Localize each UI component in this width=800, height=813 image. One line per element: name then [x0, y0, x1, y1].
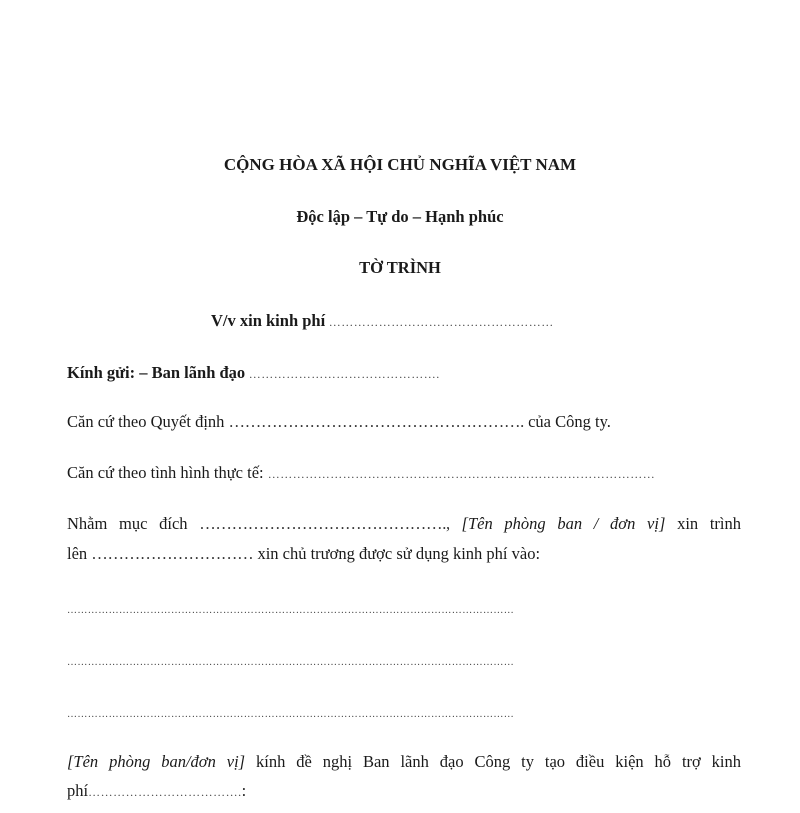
purpose-line2-suffix: xin chủ trương được sử dụng kinh phí vào: [253, 544, 541, 563]
blank-line-3[interactable]: ………………………………………………………………………………………………………………… [67, 709, 515, 720]
basis-decision-line [67, 412, 611, 432]
recipient-blank[interactable]: ………………………………………. [245, 367, 440, 381]
subject-blank[interactable]: ……………………………………………… [325, 315, 554, 329]
recipient-label: Kính gửi: – Ban lãnh đạo [67, 363, 246, 382]
purpose-unit-placeholder[interactable]: [Tên phòng ban / đơn vị] [461, 514, 666, 533]
purpose-line-1 [67, 514, 741, 534]
request-text: kính đề nghị Ban lãnh đạo Công ty tạo điều kiện hỗ trợ kinh [245, 752, 741, 771]
national-motto: Độc lập – Tự do – Hạnh phúc [296, 207, 504, 226]
purpose-mid: xin trình [665, 514, 741, 533]
basis-decision-suffix: của Công ty. [523, 412, 611, 431]
request-blank[interactable]: ………………………………. [88, 785, 242, 799]
blank-line-2[interactable]: ………………………………………………………………………………………………………………… [67, 657, 515, 668]
basis-decision-prefix: Căn cứ theo Quyết định [67, 412, 229, 431]
recipient-line [67, 363, 440, 384]
purpose-line-2 [67, 544, 540, 564]
request-unit-placeholder[interactable]: [Tên phòng ban/đơn vị] [67, 752, 246, 771]
request-line2-suffix: : [241, 781, 247, 800]
request-line-2 [67, 781, 246, 802]
request-line2-prefix: phí [67, 781, 89, 800]
purpose-line2-prefix: lên [67, 544, 92, 563]
national-header: CỘNG HÒA XÃ HỘI CHỦ NGHĨA VIỆT NAM [223, 155, 577, 174]
basis-actual-blank[interactable]: ………………………………………………………………………………… [267, 467, 656, 481]
purpose-blank-2[interactable]: ………………………… [91, 544, 254, 563]
purpose-blank-1[interactable]: ………………………………………., [199, 514, 450, 533]
basis-actual-line [67, 463, 655, 484]
basis-actual-prefix: Căn cứ theo tình hình thực tế: [67, 463, 268, 482]
purpose-prefix: Nhằm mục đích [67, 514, 200, 533]
request-line-1 [67, 752, 741, 772]
blank-line-1[interactable]: ………………………………………………………………………………………………………………… [67, 605, 515, 616]
document-title: TỜ TRÌNH [359, 258, 441, 277]
basis-decision-blank[interactable]: ………………………………………………. [228, 412, 524, 431]
subject-label: V/v xin kinh phí [211, 311, 326, 330]
subject-line [211, 311, 554, 332]
